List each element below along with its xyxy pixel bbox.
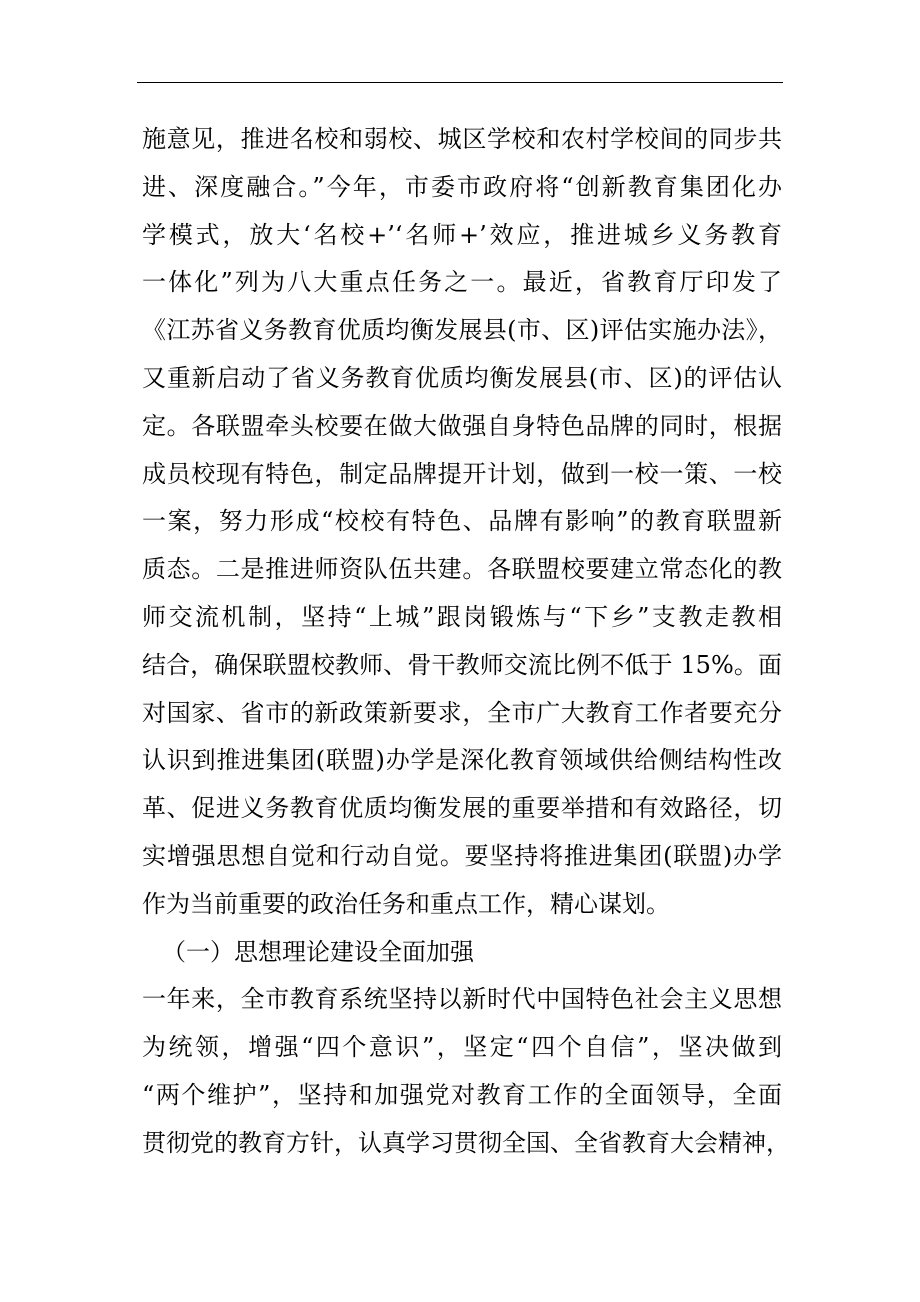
paragraph-line: 贯彻党的教育方针，认真学习贯彻全国、全省教育大会精神， [142, 1128, 790, 1157]
paragraph-line: 革、促进义务教育优质均衡发展的重要举措和有效路径，切 [142, 794, 782, 823]
paragraph-line: 学模式，放大‘名校+’‘名师+’效应，推进城乡义务教育 [142, 220, 782, 249]
paragraph-line: 质态。二是推进师资队伍共建。各联盟校要建立常态化的教 [142, 555, 782, 584]
paragraph-line: 实增强思想自觉和行动自觉。要坚持将推进集团(联盟)办学 [142, 841, 782, 870]
paragraph-line: “两个维护”，坚持和加强党对教育工作的全面领导，全面 [142, 1080, 782, 1109]
paragraph-line: 师交流机制，坚持“上城”跟岗锻炼与“下乡”支教走教相 [142, 602, 782, 631]
header-rule [137, 82, 783, 83]
paragraph-line: 一年来，全市教育系统坚持以新时代中国特色社会主义思想 [142, 985, 782, 1014]
paragraph-line: 对国家、省市的新政策新要求，全市广大教育工作者要充分 [142, 698, 782, 727]
paragraph-line: 一案，努力形成“校校有特色、品牌有影响”的教育联盟新 [142, 507, 782, 536]
paragraph-line: 定。各联盟牵头校要在做大做强自身特色品牌的同时，根据 [142, 411, 782, 440]
paragraph-line: 成员校现有特色，制定品牌提开计划，做到一校一策、一校 [142, 459, 782, 488]
paragraph-line: 认识到推进集团(联盟)办学是深化教育领域供给侧结构性改 [142, 746, 782, 775]
paragraph-line: 为统领，增强“四个意识”，坚定“四个自信”，坚决做到 [142, 1033, 782, 1062]
body-text [142, 116, 790, 1168]
paragraph-line: 施意见，推进名校和弱校、城区学校和农村学校间的同步共 [142, 125, 782, 153]
paragraph-line: 作为当前重要的政治任务和重点工作，精心谋划。 [142, 889, 670, 918]
section-heading: （一）思想理论建设全面加强 [162, 937, 474, 966]
paragraph-line: 结合，确保联盟校教师、骨干教师交流比例不低于 15%。面 [142, 650, 782, 679]
paragraph-line: 又重新启动了省义务教育优质均衡发展县(市、区)的评估认 [142, 363, 782, 392]
paragraph-line: 进、深度融合。”今年，市委市政府将“创新教育集团化办 [142, 172, 782, 201]
paragraph-line: 一体化”列为八大重点任务之一。最近，省教育厅印发了 [142, 268, 782, 297]
paragraph-line: 《江苏省义务教育优质均衡发展县(市、区)评估实施办法》， [142, 316, 782, 345]
